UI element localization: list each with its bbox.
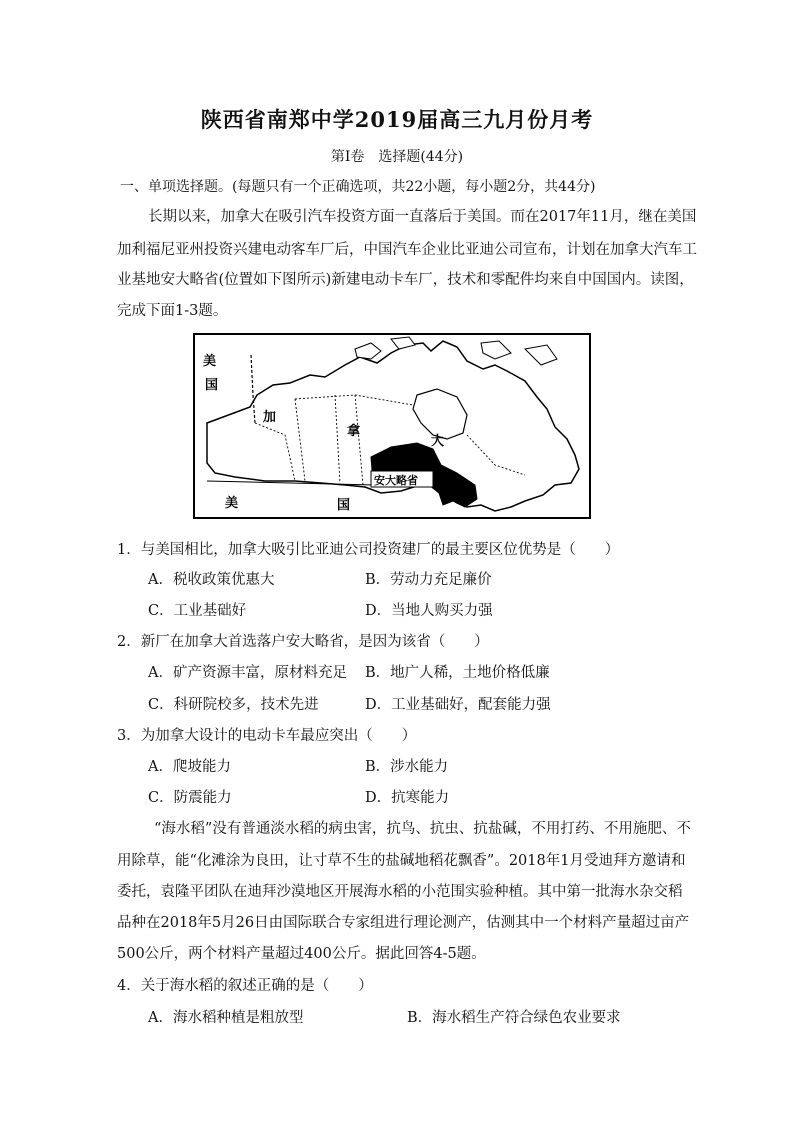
page-title: 陕西省南郑中学2019届高三九月份月考 [200, 107, 594, 132]
question-1-stem: 1．与美国相比，加拿大吸引比亚迪公司投资建厂的最主要区位优势是（ ） [117, 542, 620, 558]
question-2-stem: 2．新厂在加拿大首选落户安大略省，是因为该省（ ） [117, 634, 489, 650]
question-4-option-a: A．海水稻种植是粗放型 [148, 1010, 304, 1026]
question-2-option-a: A．矿产资源丰富，原材料充足 [148, 665, 347, 681]
us-south-label-1: 美 [225, 496, 239, 511]
question-3-option-c: C．防震能力 [148, 790, 232, 806]
passage2-line-3: 委托，袁隆平团队在迪拜沙漠地区开展海水稻的小范围实验种植。其中第一批海水杂交稻 [117, 884, 683, 900]
question-1-option-a: A．税收政策优惠大 [148, 572, 275, 588]
question-1-option-d: D．当地人购买力强 [365, 603, 493, 619]
passage2-line-4: 品种在2018年5月26日由国际联合专家组进行理论测产，估测其中一个材料产量超过亩产 [117, 915, 690, 931]
question-4-option-b: B．海水稻生产符合绿色农业要求 [407, 1010, 621, 1026]
section-subtitle: 第Ⅰ卷 选择题(44分) [330, 149, 464, 165]
passage1-line-3: 业基地安大略省(位置如下图所示)新建电动卡车厂，技术和零配件均来自中国国内。读图， [117, 272, 694, 288]
passage1-line-1: 长期以来，加拿大在吸引汽车投资方面一直落后于美国。而在2017年11月，继在美国 [148, 209, 697, 225]
section-heading: 一、单项选择题。(每题只有一个正确选项，共22小题，每小题2分，共44分) [120, 179, 596, 195]
question-1-option-b: B．劳动力充足廉价 [365, 572, 492, 588]
arctic-island-4 [525, 345, 557, 365]
passage2-line-2: 用除草，能“化滩涂为良田，让寸草不生的盐碱地稻花飘香”。2018年1月受迪拜方邀请和 [117, 853, 686, 869]
passage1-line-4: 完成下面1-3题。 [117, 303, 228, 319]
question-2-option-b: B．地广人稀，土地价格低廉 [365, 665, 550, 681]
canada-label-3: 大 [431, 434, 445, 449]
canada-map-svg [195, 335, 589, 517]
arctic-island-1 [355, 343, 381, 359]
passage2-line-5: 500公斤，两个材料产量超过400公斤。据此回答4-5题。 [117, 946, 486, 962]
us-nw-label-1: 美 [203, 354, 217, 369]
question-2-option-d: D．工业基础好，配套能力强 [365, 697, 551, 713]
question-1-option-c: C．工业基础好 [148, 603, 247, 619]
arctic-island-3 [481, 341, 511, 359]
question-3-stem: 3．为加拿大设计的电动卡车最应突出（ ） [117, 728, 417, 744]
passage2-line-1: “海水稻”没有普通淡水稻的病虫害，抗鸟、抗虫、抗盐碱，不用打药、不用施肥、不 [154, 821, 691, 837]
us-south-label-2: 国 [337, 498, 351, 513]
ontario-label: 安大略省 [374, 474, 418, 487]
question-3-option-a: A．爬坡能力 [148, 759, 231, 775]
question-4-stem: 4．关于海水稻的叙述正确的是（ ） [117, 978, 373, 994]
canada-map [193, 333, 591, 519]
question-3-option-b: B．涉水能力 [365, 759, 449, 775]
question-3-option-d: D．抗寒能力 [365, 790, 450, 806]
canada-label-1: 加 [263, 410, 277, 425]
passage1-line-2: 加利福尼亚州投资兴建电动客车厂后，中国汽车企业比亚迪公司宣布，计划在加拿大汽车工 [117, 242, 697, 258]
us-nw-label-2: 国 [205, 378, 219, 393]
canada-label-2: 拿 [347, 424, 361, 439]
question-2-option-c: C．科研院校多，技术先进 [148, 697, 319, 713]
